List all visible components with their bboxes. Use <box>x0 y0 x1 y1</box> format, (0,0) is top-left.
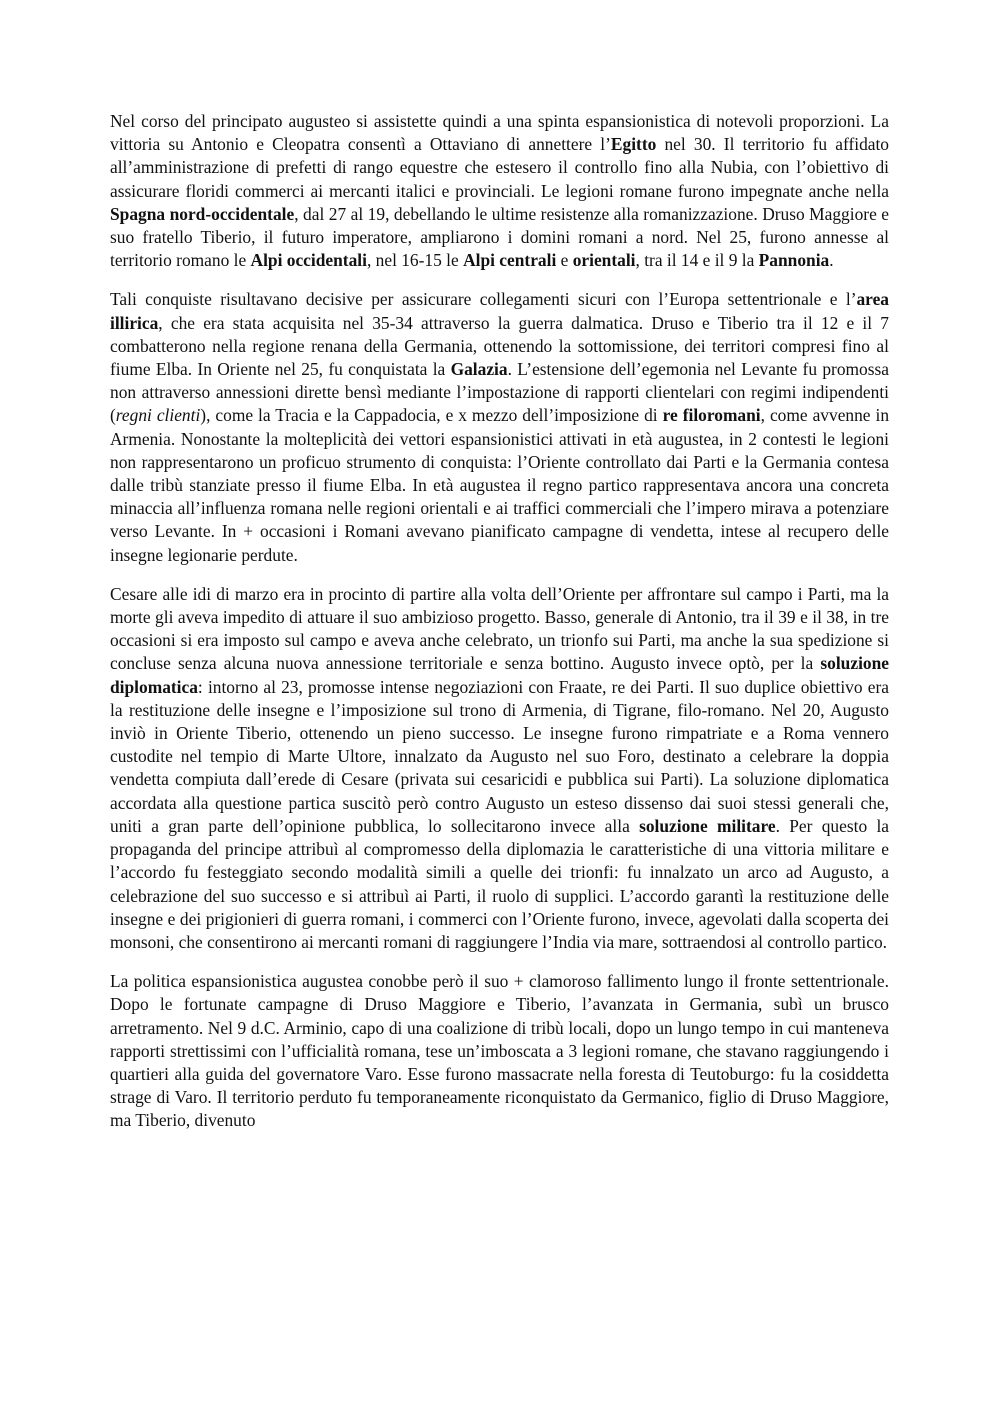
paragraph-strage-di-varo: La politica espansionistica augustea conobbe però il suo + clamoroso fallimento lungo il fronte settentrionale. Dopo le fortunate campagne di Druso Maggiore e Tiberio, l’avanzata in Germania, subì un brusco arretramento. Nel 9 d.C. Arminio, capo di una coalizione di tribù locali, dopo un lungo tempo in cui manteneva rapporti strettissimi con l’ufficialità romana, tese un’imboscata a 3 legioni romane, che stavano raggiungendo i quartieri alla guida del governatore Varo. Esse furono massacrate nella foresta di Teutoburgo: fu la cosiddetta strage di Varo. Il territorio perduto fu temporaneamente riconquistato da Germanico, figlio di Druso Maggiore, ma Tiberio, divenuto <box>110 971 889 1131</box>
paragraph-area-illirica: Tali conquiste risultavano decisive per assicurare collegamenti sicuri con l’Europa settentrionale e l’area illirica, che era stata acquisita nel 35-34 attraverso la guerra dalmatica. Druso e Tiberio tra il 12 e il 7 combatterono nella regione renana della Germania, ottenendo la sottomissione, dei territori compresi fino al fiume Elba. In Oriente nel 25, fu conquistata la Galazia. L’estensione dell’egemonia nel Levante fu promossa non attraverso annessioni dirette bensì mediante l’impostazione di rapporti clientelari con regimi indipendenti (regni clienti), come la Tracia e la Cappadocia, e x mezzo dell’imposizione di re filoromani, come avvenne in Armenia. Nonostante la molteplicità dei vettori espansionistici attivati in età augustea, in 2 contesti le legioni non rappresentarono un proficuo strumento di conquista: l’Oriente controllato dai Parti e la Germania contesa dalle tribù stanziate presso il fiume Elba. In età augustea il regno partico rappresentava ancora una concreta minaccia all’influenza romana nelle regioni orientali e ai traffici commerciali che l’impero mirava a potenziare verso Levante. In + occasioni i Romani avevano pianificato campagne di vendetta, intese al recupero delle insegne legionarie perdute. <box>110 289 890 565</box>
document-body <box>110 110 889 1133</box>
paragraph-parti-diplomazia: Cesare alle idi di marzo era in procinto di partire alla volta dell’Oriente per affrontare sul campo i Parti, ma la morte gli aveva impedito di attuare il suo ambizioso progetto. Basso, generale di Antonio, tra il 39 e il 38, in tre occasioni si era imposto sul campo e aveva anche celebrato, un trionfo sui Parti, ma anche la sua spedizione si concluse senza alcuna nuova annessione territoriale e senza bottino. Augusto invece optò, per la soluzione diplomatica: intorno al 23, promosse intense negoziazioni con Fraate, re dei Parti. Il suo duplice obiettivo era la restituzione delle insegne e l’imposizione sul trono di Armenia, di Tigrane, filo-romano. Nel 20, Augusto inviò in Oriente Tiberio, ottenendo un pieno successo. Le insegne furono rimpatriate e a Roma vennero custodite nel tempio di Marte Ultore, innalzato da Augusto nel suo Foro, destinato a celebrare la doppia vendetta compiuta dall’erede di Cesare (privata sui cesaricidi e pubblica sui Parti). La soluzione diplomatica accordata alla questione partica suscitò però contro Augusto un esteso dissenso dai suoi stessi generali che, uniti a gran parte dell’opinione pubblica, lo sollecitarono invece alla soluzione militare. Per questo la propaganda del principe attribuì al compromesso della diplomazia le caratteristiche di una vittoria militare e l’accordo fu festeggiato secondo modalità simili a quelle dei trionfi: fu innalzato un arco ad Augusto, a celebrazione del suo successo e si attribuì ai Parti, il ruolo di supplici. L’accordo garantì la restituzione delle insegne e dei prigionieri di guerra romani, i commerci con l’Oriente furono, invece, agevolati dalla scoperta dei monsoni, che consentirono ai mercanti romani di raggiungere l’India via mare, sottraendosi al controllo partico. <box>110 583 889 952</box>
paragraph-egitto-conquiste: Nel corso del principato augusteo si assistette quindi a una spinta espansionistica di notevoli proporzioni. La vittoria su Antonio e Cleopatra consentì a Ottaviano di annettere l’Egitto nel 30. Il territorio fu affidato all’amministrazione di prefetti di rango equestre che estesero il controllo fino alla Nubia, con l’obiettivo di assicurare floridi commerci ai mercanti italici e provinciali. Le legioni romane furono impegnate anche nella Spagna nord-occidentale, dal 27 al 19, debellando le ultime resistenze alla romanizzazione. Druso Maggiore e suo fratello Tiberio, il futuro imperatore, ampliarono i domini romani a nord. Nel 25, furono annesse al territorio romano le Alpi occidentali, nel 16-15 le Alpi centrali e orientali, tra il 14 e il 9 la Pannonia. <box>110 111 890 271</box>
